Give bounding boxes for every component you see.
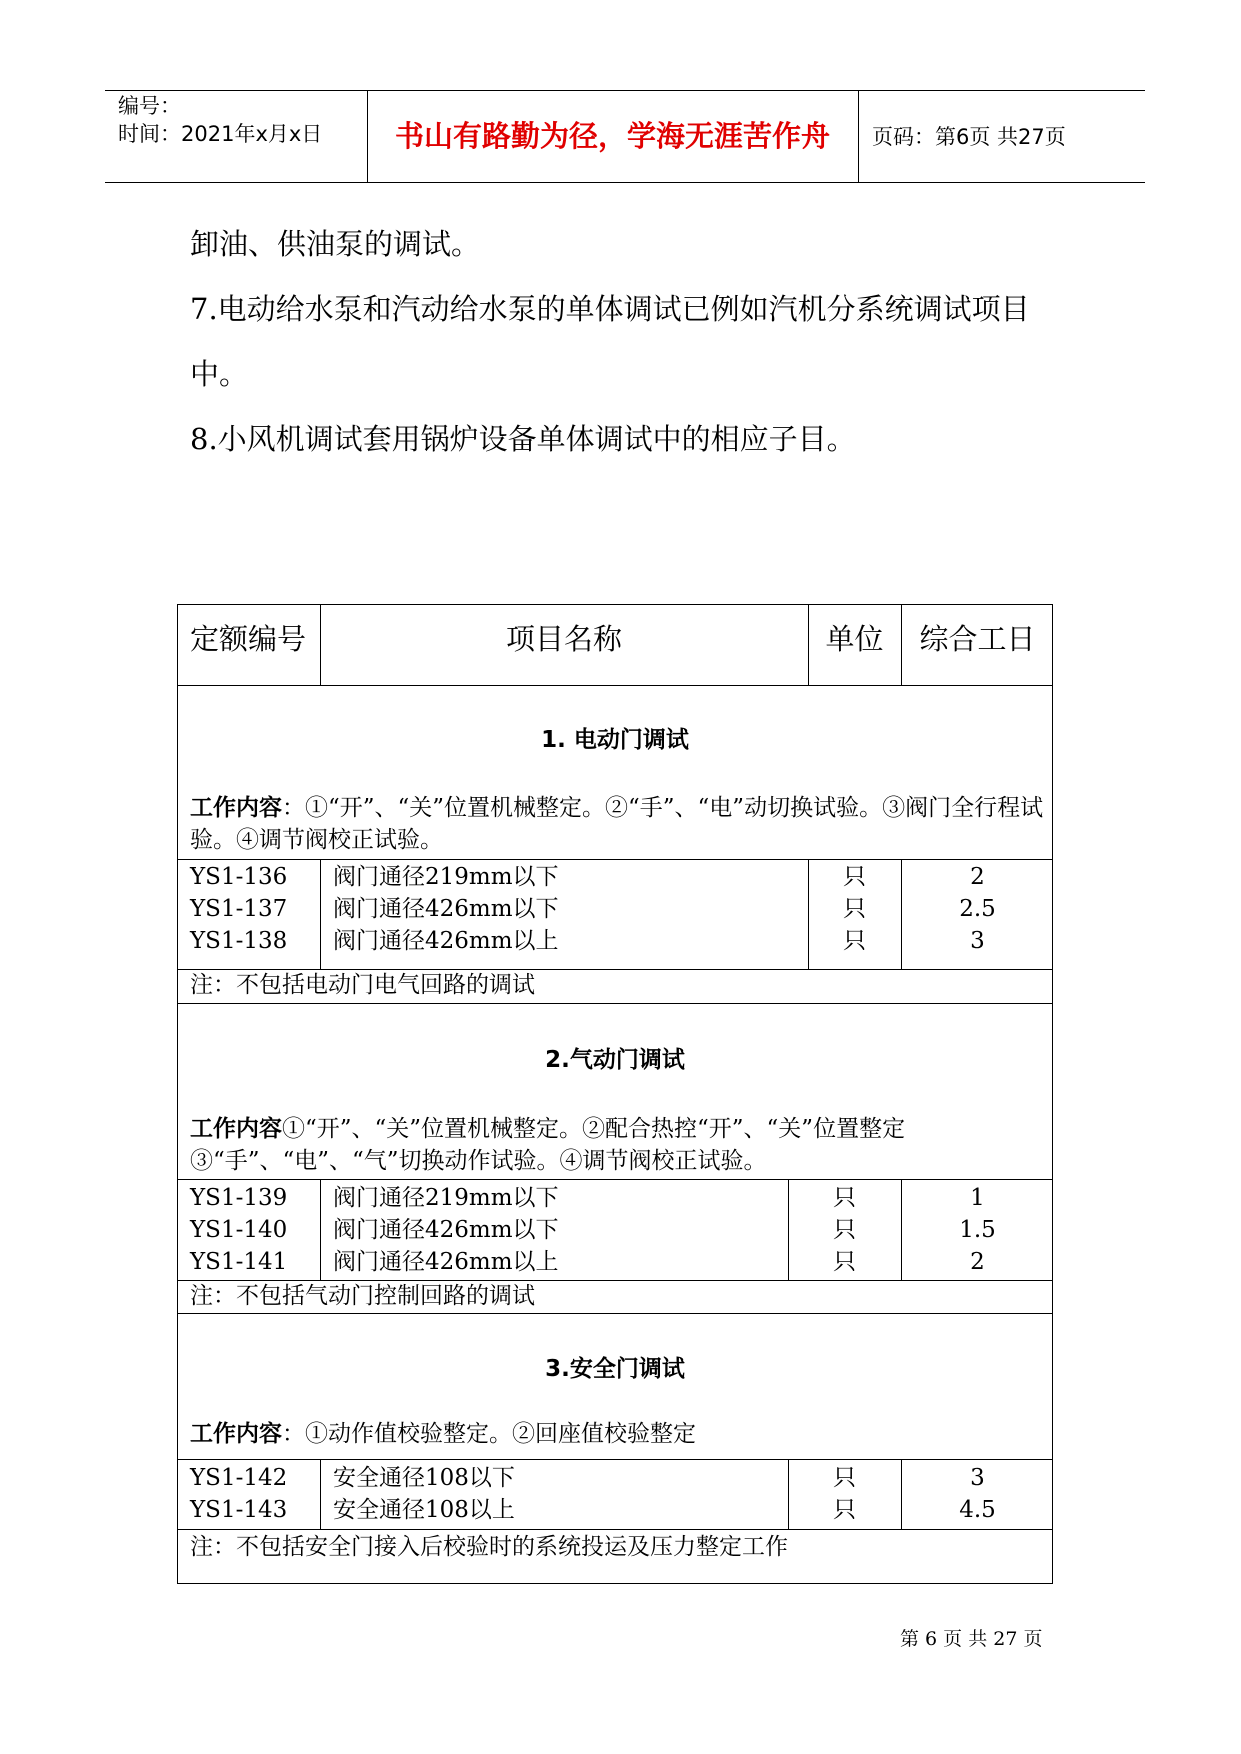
body-line-3: 中。 (190, 357, 249, 391)
header-name: 项目名称 (505, 622, 622, 656)
work-content-label: 工作内容 (190, 795, 282, 821)
row-days: 1.5 (959, 1217, 996, 1243)
row-name: 阀门通径219mm以下 (333, 1185, 559, 1211)
header-divider-right (858, 90, 859, 182)
header-meta (118, 92, 322, 148)
row-unit: 只 (833, 1249, 856, 1275)
row-days: 1 (970, 1185, 985, 1211)
row-name: 阀门通径426mm以下 (333, 1217, 559, 1243)
section-title: 2.气动门调试 (545, 1047, 685, 1073)
row-days: 3 (970, 1465, 985, 1491)
row-code: YS1-141 (190, 1249, 288, 1275)
work-content-text: ①“开”、“关”位置机械整定。②配合热控“开”、“关”位置整定③“手”、“电”、“气”切换动作试验。④调节阀校正试验。 (190, 1116, 906, 1174)
section-note: 注：不包括气动门控制回路的调试 (190, 1283, 535, 1309)
header-motto: 书山有路勤为径，学海无涯苦作舟 (394, 119, 830, 153)
row-code: YS1-137 (190, 896, 288, 922)
header-top-rule (105, 90, 1145, 91)
row-code: YS1-140 (190, 1217, 288, 1243)
row-name: 阀门通径426mm以上 (333, 1249, 559, 1275)
work-content-text: ：①动作值校验整定。②回座值校验整定 (282, 1421, 696, 1447)
row-name: 阀门通径426mm以上 (333, 928, 559, 954)
header-bottom-rule (105, 182, 1145, 183)
row-name: 阀门通径219mm以下 (333, 864, 559, 890)
section-note: 注：不包括电动门电气回路的调试 (190, 972, 535, 998)
row-name: 安全通径108以上 (333, 1497, 515, 1523)
serial-label: 编号： (118, 94, 181, 118)
row-name: 安全通径108以下 (333, 1465, 515, 1491)
section-title: 1. 电动门调试 (541, 727, 689, 753)
body-line-2: 7.电动给水泵和汽动给水泵的单体调试已例如汽机分系统调试项目 (190, 292, 1030, 326)
header-page-number: 页码：第6页 共27页 (872, 125, 1066, 149)
work-content (190, 1113, 1046, 1177)
section-note: 注：不包括安全门接入后校验时的系统投运及压力整定工作 (190, 1534, 788, 1560)
work-content-text: ：①“开”、“关”位置机械整定。②“手”、“电”动切换试验。③阀门全行程试验。④调节阀校正试验。 (190, 795, 1044, 853)
row-unit: 只 (833, 1497, 856, 1523)
row-code: YS1-139 (190, 1185, 288, 1211)
row-days: 2 (970, 1249, 985, 1275)
body-line-1: 卸油、供油泵的调试。 (190, 227, 481, 261)
row-code: YS1-142 (190, 1465, 288, 1491)
section-title: 3.安全门调试 (545, 1356, 685, 1382)
body-line-4: 8.小风机调试套用锅炉设备单体调试中的相应子目。 (190, 422, 856, 456)
row-days: 2.5 (959, 896, 996, 922)
work-content-label: 工作内容 (190, 1421, 282, 1447)
work-content (190, 1418, 1046, 1450)
time-label: 时间：2021年x月x日 (118, 122, 323, 146)
quota-table (177, 604, 1053, 1584)
row-code: YS1-143 (190, 1497, 288, 1523)
row-unit: 只 (833, 1185, 856, 1211)
row-unit: 只 (833, 1217, 856, 1243)
row-unit: 只 (843, 896, 866, 922)
row-unit: 只 (843, 864, 866, 890)
header-unit: 单位 (825, 622, 884, 656)
row-unit: 只 (843, 928, 866, 954)
footer-page-number: 第 6 页 共 27 页 (900, 1628, 1043, 1650)
work-content-label: 工作内容 (190, 1116, 282, 1142)
header-code: 定额编号 (190, 622, 307, 656)
work-content (190, 792, 1046, 856)
row-code: YS1-138 (190, 928, 288, 954)
row-code: YS1-136 (190, 864, 288, 890)
row-unit: 只 (833, 1465, 856, 1491)
row-days: 3 (970, 928, 985, 954)
header-days: 综合工日 (919, 622, 1036, 656)
row-days: 4.5 (959, 1497, 996, 1523)
row-days: 2 (970, 864, 985, 890)
row-name: 阀门通径426mm以下 (333, 896, 559, 922)
